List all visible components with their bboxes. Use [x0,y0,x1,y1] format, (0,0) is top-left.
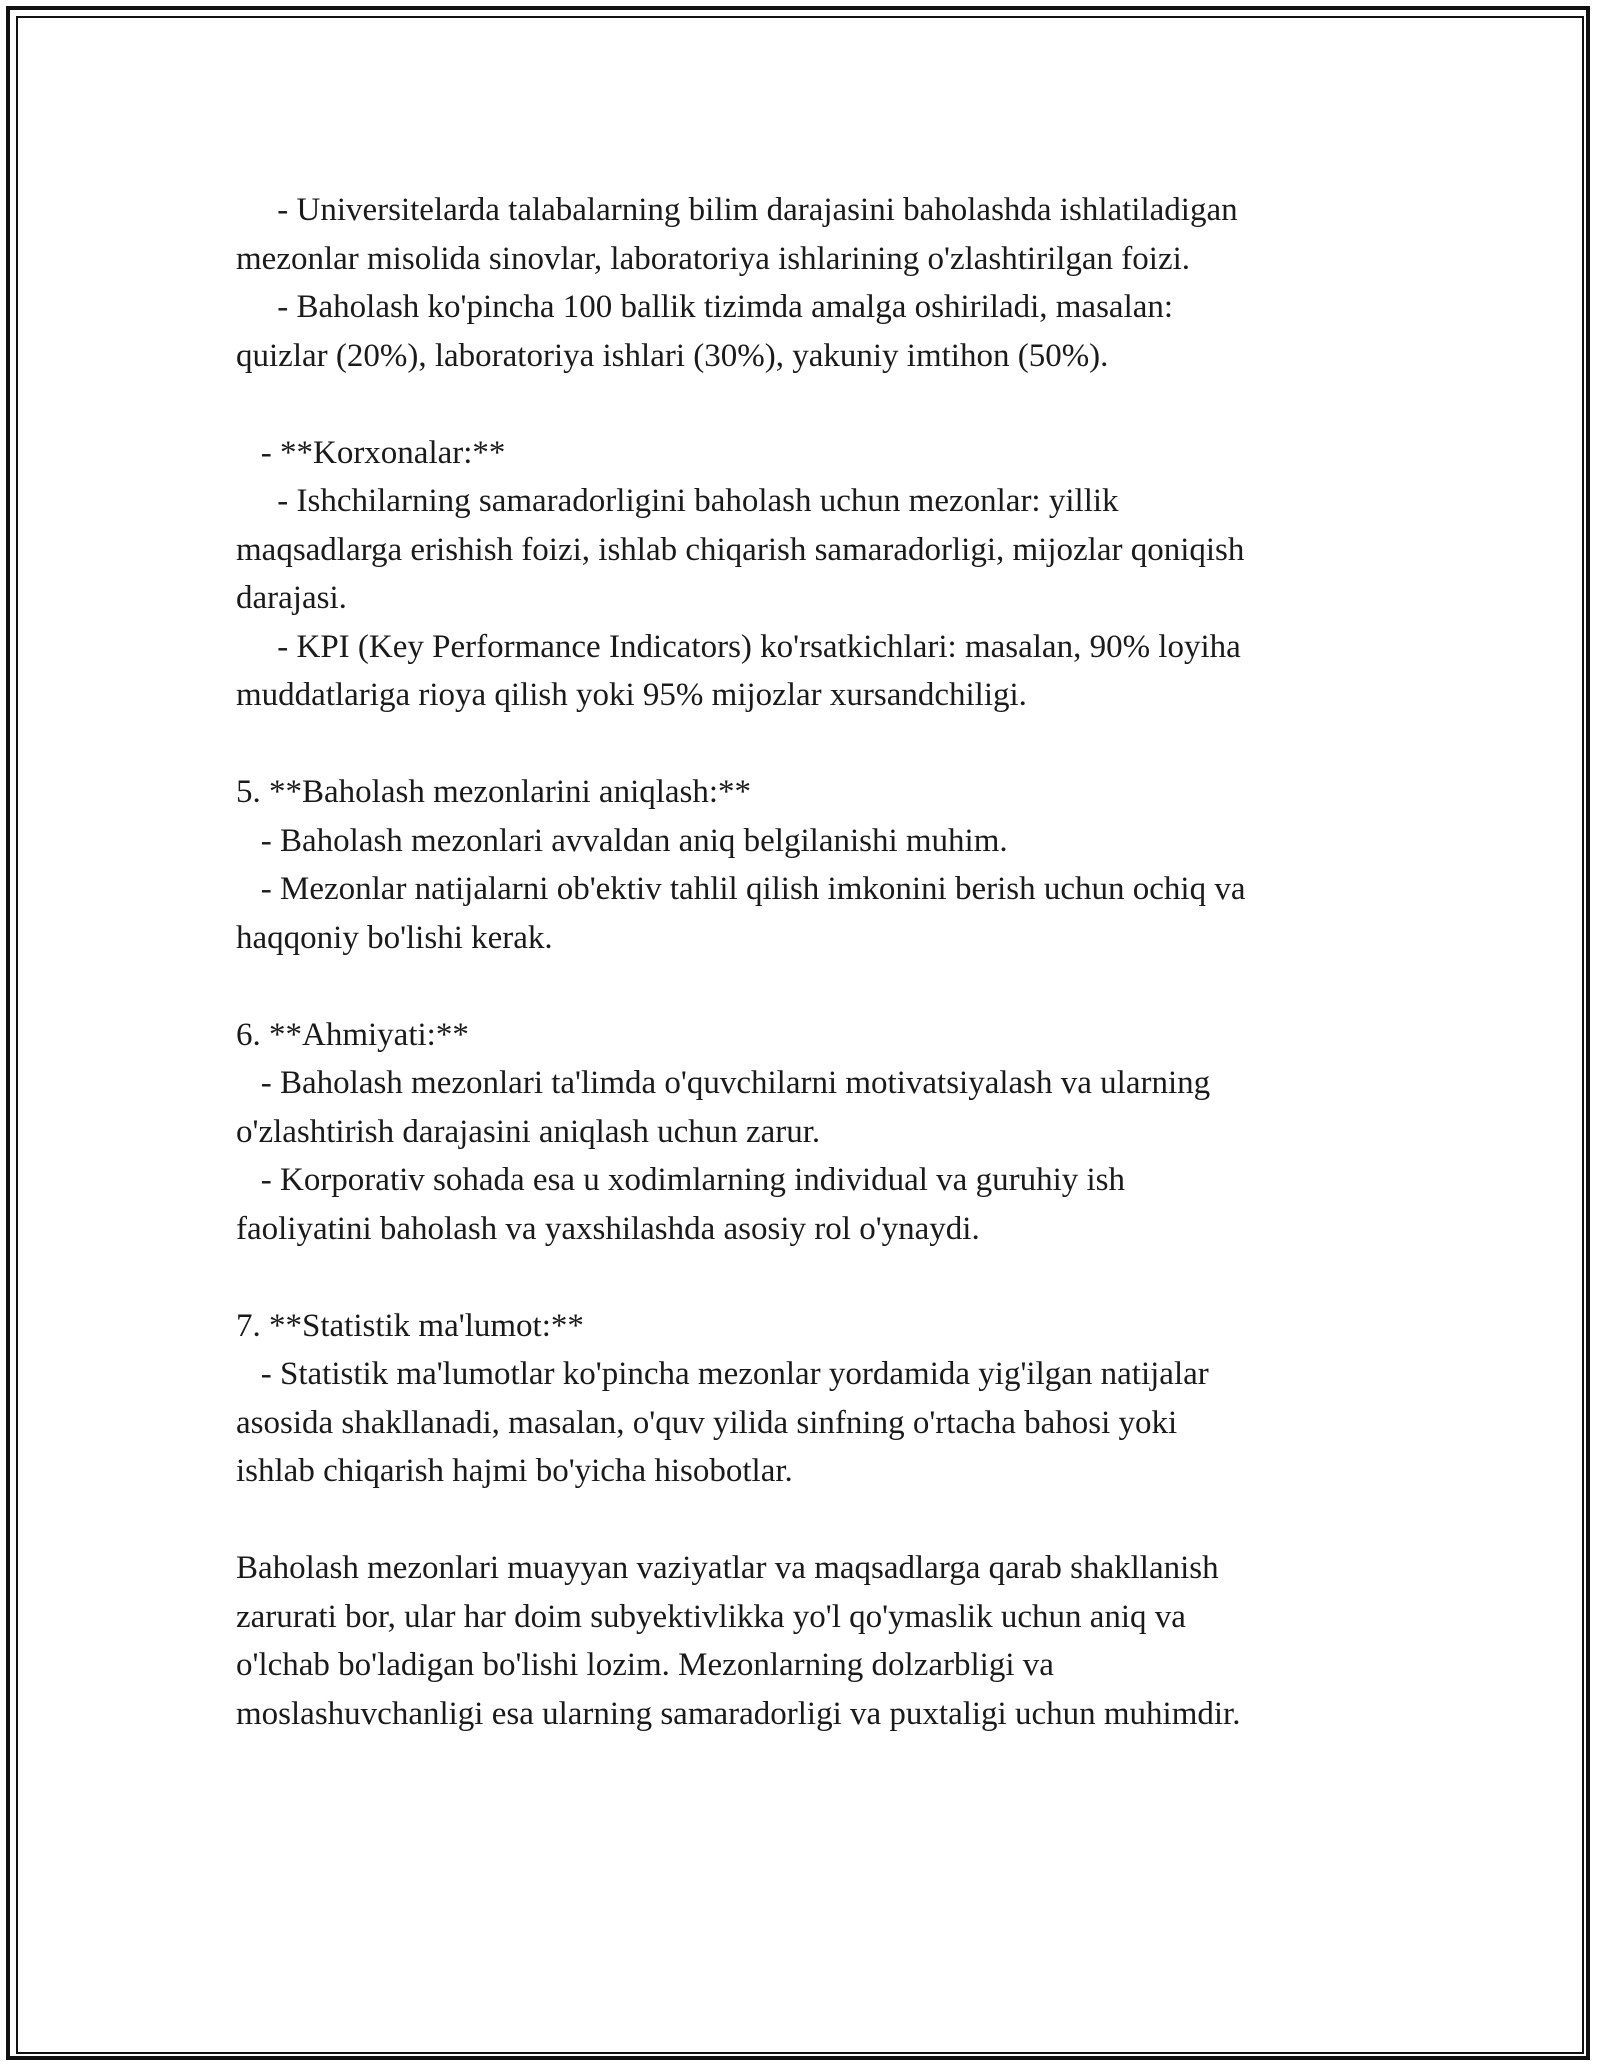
text-line: Baholash mezonlari muayyan vaziyatlar va maqsadlarga qarab shakllanish [236,1550,1219,1586]
text-line: - Korporativ sohada esa u xodimlarning individual va guruhiy ish [236,1162,1126,1198]
blank-line [236,1253,1376,1302]
blank-line [236,380,1376,429]
text-line: moslashuvchanligi esa ularning samaradorligi va puxtaligi uchun muhimdir. [236,1695,1241,1732]
text-line: - Mezonlar natijalarni ob'ektiv tahlil qilish imkonini berish uchun ochiq va [236,871,1246,907]
blank-line [236,720,1376,769]
text-line: faoliyatini baholash va yaxshilashda asosiy rol o'ynaydi. [236,1210,980,1247]
text-line: o'lchab bo'ladigan bo'lishi lozim. Mezonlarning dolzarbligi va [236,1647,1054,1683]
blank-line [236,962,1376,1011]
text-line: maqsadlarga erishish foizi, ishlab chiqarish samaradorligi, mijozlar qoniqish [236,531,1245,568]
text-line: quizlar (20%), laboratoriya ishlari (30%), yakuniy imtihon (50%). [236,337,1109,374]
text-line: darajasi. [236,580,347,616]
document-body [236,186,1376,1738]
text-line: mezonlar misolida sinovlar, laboratoriya ishlarining o'zlashtirilgan foizi. [236,240,1191,277]
text-line: - Universitelarda talabalarning bilim darajasini baholashda ishlatiladigan [236,192,1238,228]
section-heading: 6. **Ahmiyati:** [236,1016,469,1053]
blank-line [236,1496,1376,1545]
text-line: - **Korxonalar:** [236,434,506,471]
text-line: zarurati bor, ular har doim subyektivlikka yo'l qo'ymaslik uchun aniq va [236,1598,1186,1635]
section-heading: 7. **Statistik ma'lumot:** [236,1307,584,1344]
text-line: - KPI (Key Performance Indicators) ko'rsatkichlari: masalan, 90% loyiha [236,628,1241,665]
text-line: muddatlariga rioya qilish yoki 95% mijozlar xursandchiligi. [236,677,1027,713]
text-line: asosida shakllanadi, masalan, o'quv yilida sinfning o'rtacha bahosi yoki [236,1404,1178,1441]
text-line: haqqoniy bo'lishi kerak. [236,919,553,956]
text-line: - Ishchilarning samaradorligini baholash uchun mezonlar: yillik [236,483,1119,519]
text-line: o'zlashtirish darajasini aniqlash uchun zarur. [236,1113,821,1150]
text-line: ishlab chiqarish hajmi bo'yicha hisobotlar. [236,1453,793,1489]
section-heading: 5. **Baholash mezonlarini aniqlash:** [236,774,752,810]
text-line: - Baholash ko'pincha 100 ballik tizimda amalga oshiriladi, masalan: [236,289,1174,325]
text-line: - Baholash mezonlari avvaldan aniq belgilanishi muhim. [236,822,1008,859]
text-line: - Baholash mezonlari ta'limda o'quvchilarni motivatsiyalash va ularning [236,1065,1211,1101]
text-line: - Statistik ma'lumotlar ko'pincha mezonlar yordamida yig'ilgan natijalar [236,1356,1209,1392]
